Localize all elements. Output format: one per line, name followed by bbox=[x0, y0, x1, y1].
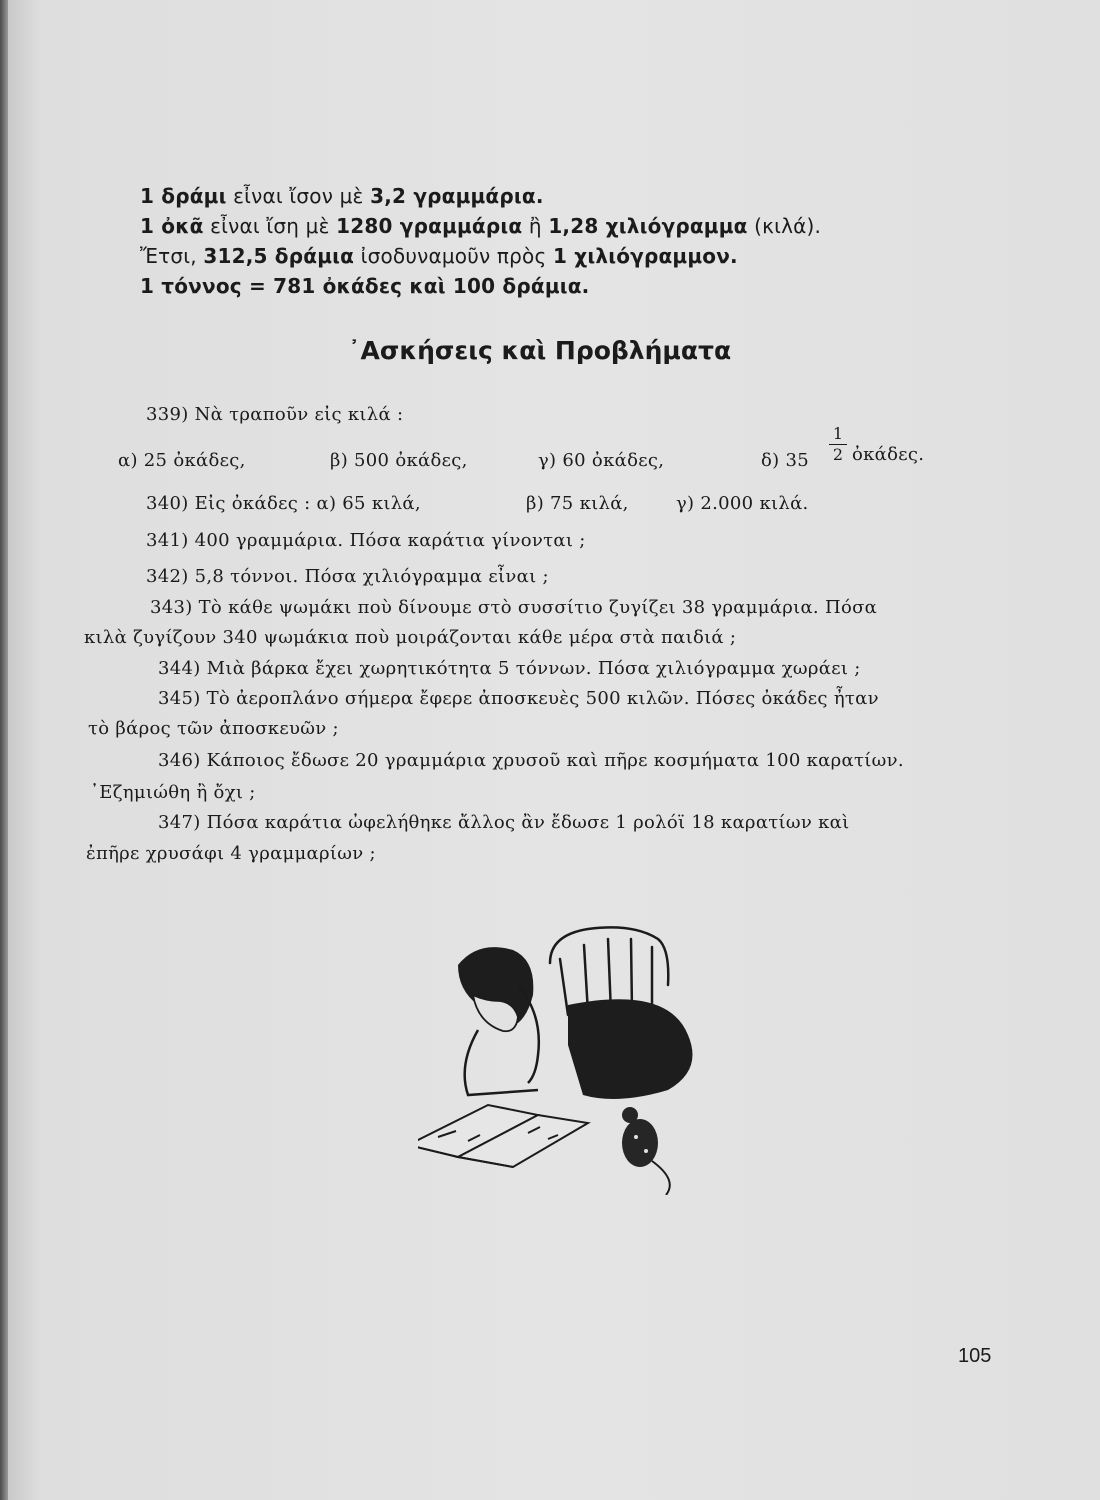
exercise-339: 339) Νὰ τραποῦν εἰς κιλά : bbox=[146, 404, 404, 425]
dress-drawing bbox=[568, 999, 693, 1099]
left-arm-drawing bbox=[465, 1030, 538, 1095]
exercise-343-line2: κιλὰ ζυγίζουν 340 ψωμάκια ποὺ μοιράζονται κάθε μέρα στὰ παιδιά ; bbox=[84, 627, 737, 648]
exercise-347-line1: 347) Πόσα καράτια ὠφελήθηκε ἄλλος ἂν ἔδωσε 1 ρολόϊ 18 καρατίων καὶ bbox=[158, 812, 850, 833]
fraction-numerator: 1 bbox=[832, 424, 844, 443]
exercise-339-b: β) 500 ὀκάδες, bbox=[330, 450, 468, 471]
fact-line-ton: 1 τόννος = 781 ὀκάδες καὶ 100 δράμια. bbox=[140, 274, 590, 298]
exercise-344: 344) Μιὰ βάρκα ἔχει χωρητικότητα 5 τόννων. Πόσα χιλιόγραμμα χωράει ; bbox=[158, 658, 861, 679]
exercise-339-c: γ) 60 ὀκάδες, bbox=[538, 450, 665, 471]
section-heading: ᾿Ασκήσεις καὶ Προβλήματα bbox=[348, 336, 732, 365]
girl-reading-illustration bbox=[418, 905, 718, 1195]
exercise-340: 340) Εἰς ὀκάδες : α) 65 κιλά, bbox=[146, 493, 421, 514]
exercise-340-c: γ) 2.000 κιλά. bbox=[676, 493, 809, 514]
fraction-denominator: 2 bbox=[832, 445, 844, 464]
page-number: 105 bbox=[958, 1345, 992, 1367]
exercise-345-line1: 345) Τὸ ἀεροπλάνο σήμερα ἔφερε ἀποσκευὲς 500 κιλῶν. Πόσες ὀκάδες ἦταν bbox=[158, 688, 879, 709]
exercise-346-line2: ᾿Εζημιώθη ἢ ὄχι ; bbox=[90, 782, 256, 803]
exercise-339-a: α) 25 ὀκάδες, bbox=[118, 450, 246, 471]
book-binding-edge bbox=[0, 0, 8, 1500]
open-book-drawing bbox=[418, 1105, 588, 1167]
exercise-343-line1: 343) Τὸ κάθε ψωμάκι ποὺ δίνουμε στὸ συσσίτιο ζυγίζει 38 γραμμάρια. Πόσα bbox=[150, 597, 878, 618]
exercise-347-line2: ἐπῆρε χρυσάφι 4 γραμμαρίων ; bbox=[86, 843, 376, 864]
exercise-346-line1: 346) Κάποιος ἔδωσε 20 γραμμάρια χρυσοῦ καὶ πῆρε κοσμήματα 100 καρατίων. bbox=[158, 750, 904, 771]
fraction-one-half bbox=[829, 425, 847, 464]
fact-line-oka: 1 ὀκᾶ εἶναι ἴση μὲ 1280 γραμμάρια ἢ 1,28 χιλιόγραμμα (κιλά). bbox=[140, 214, 822, 238]
mouse-drawing bbox=[622, 1107, 670, 1195]
exercise-345-line2: τὸ βάρος τῶν ἀποσκευῶν ; bbox=[88, 718, 339, 739]
exercise-339-d: δ) 35 bbox=[761, 450, 809, 471]
exercise-340-b: β) 75 κιλά, bbox=[526, 493, 629, 514]
exercise-342: 342) 5,8 τόννοι. Πόσα χιλιόγραμμα εἶναι ; bbox=[146, 566, 549, 587]
exercise-341: 341) 400 γραμμάρια. Πόσα καράτια γίνονται ; bbox=[146, 530, 586, 551]
fact-line-dram: 1 δράμι εἶναι ἴσον μὲ 3,2 γραμμάρια. bbox=[140, 184, 544, 208]
exercise-339-d-unit: ὀκάδες. bbox=[852, 444, 925, 465]
book-page bbox=[8, 0, 1100, 1500]
fact-line-equivalence: Ἔτσι, 312,5 δράμια ἰσοδυναμοῦν πρὸς 1 χιλιόγραμμον. bbox=[140, 244, 738, 268]
